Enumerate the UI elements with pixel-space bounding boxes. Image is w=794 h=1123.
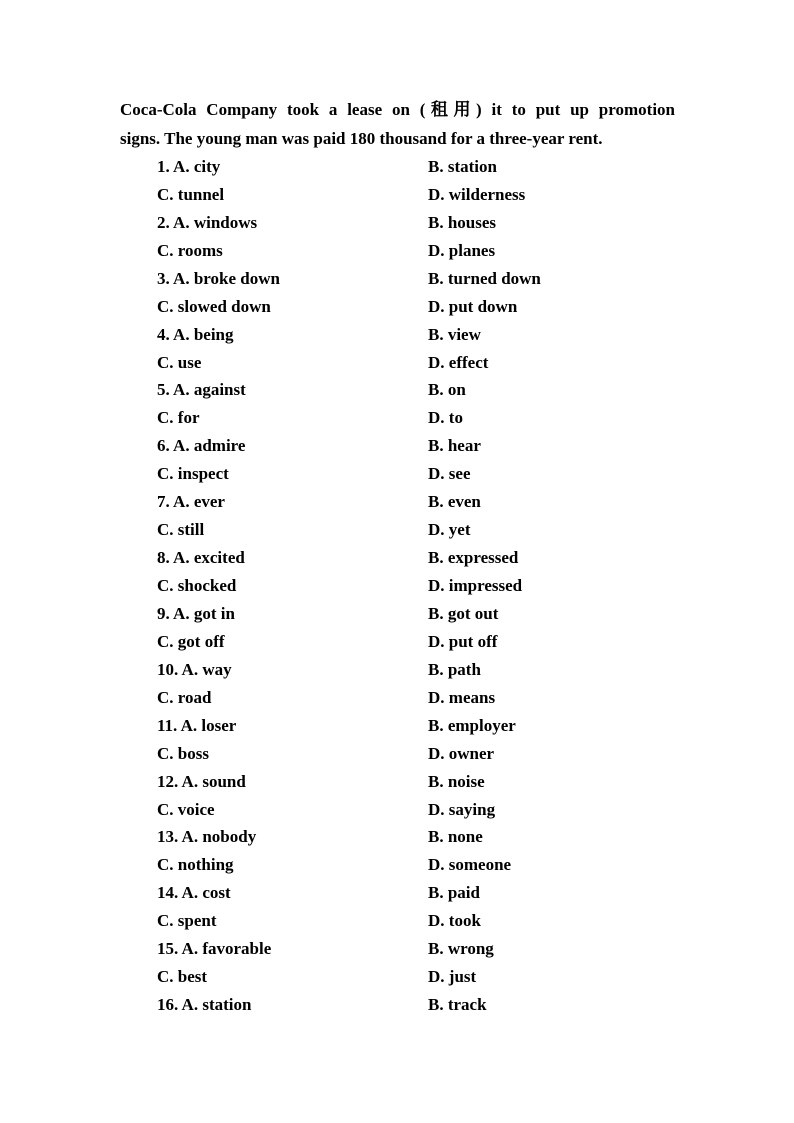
option-row xyxy=(157,796,677,824)
option-right: B. view xyxy=(428,324,481,344)
option-row xyxy=(157,544,677,572)
option-right: B. track xyxy=(428,995,487,1015)
option-right: D. someone xyxy=(428,855,512,875)
option-right: B. wrong xyxy=(428,939,494,959)
option-right: B. employer xyxy=(428,715,516,735)
option-left: C. use xyxy=(157,352,202,372)
option-right: B. on xyxy=(428,380,466,400)
option-right: D. took xyxy=(428,911,481,931)
option-row xyxy=(157,488,677,516)
option-row xyxy=(157,265,677,293)
option-left: C. for xyxy=(157,408,200,428)
option-row xyxy=(157,293,677,321)
option-left: 4. A. being xyxy=(157,324,234,344)
option-right: B. noise xyxy=(428,771,485,791)
option-right: B. turned down xyxy=(428,268,541,288)
option-left: 14. A. cost xyxy=(157,883,231,903)
option-row xyxy=(157,237,677,265)
option-row xyxy=(157,404,677,432)
option-row xyxy=(157,991,677,1019)
option-right: B. houses xyxy=(428,212,497,232)
option-row xyxy=(157,600,677,628)
option-left: 1. A. city xyxy=(157,156,221,176)
option-row xyxy=(157,768,677,796)
option-right: D. put off xyxy=(428,631,498,651)
option-left: 6. A. admire xyxy=(157,436,246,456)
option-left: 11. A. loser xyxy=(157,715,237,735)
option-left: C. best xyxy=(157,967,208,987)
option-left: C. got off xyxy=(157,631,225,651)
option-left: 3. A. broke down xyxy=(157,268,280,288)
option-row xyxy=(157,321,677,349)
option-left: 9. A. got in xyxy=(157,603,235,623)
option-row xyxy=(157,879,677,907)
intro-line-1: Coca-Cola Company took a lease on (租用) it to put up promotion xyxy=(120,100,675,119)
option-left: 15. A. favorable xyxy=(157,939,272,959)
option-left: C. tunnel xyxy=(157,184,225,204)
option-left: C. road xyxy=(157,687,212,707)
option-left: 16. A. station xyxy=(157,995,252,1015)
option-right: D. saying xyxy=(428,799,496,819)
option-left: 13. A. nobody xyxy=(157,827,257,847)
option-row xyxy=(157,153,677,181)
option-right: B. paid xyxy=(428,883,480,903)
option-left: C. boss xyxy=(157,743,209,763)
option-right: D. put down xyxy=(428,296,518,316)
option-right: B. hear xyxy=(428,436,481,456)
option-right: B. none xyxy=(428,827,483,847)
option-row xyxy=(157,628,677,656)
option-right: B. expressed xyxy=(428,548,519,568)
option-right: B. got out xyxy=(428,603,499,623)
option-left: 2. A. windows xyxy=(157,212,258,232)
option-row xyxy=(157,432,677,460)
option-right: B. station xyxy=(428,156,497,176)
option-left: 7. A. ever xyxy=(157,492,225,512)
option-row xyxy=(157,740,677,768)
option-right: D. owner xyxy=(428,743,495,763)
option-row xyxy=(157,851,677,879)
option-row xyxy=(157,824,677,852)
option-row xyxy=(157,516,677,544)
option-right: D. wilderness xyxy=(428,184,526,204)
option-right: D. yet xyxy=(428,520,471,540)
option-left: C. voice xyxy=(157,799,215,819)
option-left: C. slowed down xyxy=(157,296,271,316)
option-row xyxy=(157,712,677,740)
option-right: B. even xyxy=(428,492,481,512)
option-left: C. spent xyxy=(157,911,217,931)
option-row xyxy=(157,572,677,600)
option-left: C. still xyxy=(157,520,205,540)
option-right: D. see xyxy=(428,464,471,484)
option-row xyxy=(157,460,677,488)
option-left: 5. A. against xyxy=(157,380,246,400)
option-row xyxy=(157,963,677,991)
option-left: C. shocked xyxy=(157,576,237,596)
option-row xyxy=(157,181,677,209)
option-left: C. inspect xyxy=(157,464,229,484)
option-left: C. rooms xyxy=(157,240,223,260)
options-list xyxy=(157,153,677,1019)
option-right: D. effect xyxy=(428,352,489,372)
option-row xyxy=(157,349,677,377)
option-left: C. nothing xyxy=(157,855,234,875)
option-row xyxy=(157,209,677,237)
option-right: D. means xyxy=(428,687,496,707)
option-row xyxy=(157,684,677,712)
intro-line-2: signs. The young man was paid 180 thousand for a three-year rent. xyxy=(120,129,603,148)
option-right: D. impressed xyxy=(428,576,523,596)
option-row xyxy=(157,656,677,684)
option-right: D. to xyxy=(428,408,463,428)
option-right: B. path xyxy=(428,659,481,679)
option-left: 10. A. way xyxy=(157,659,232,679)
option-right: D. planes xyxy=(428,240,496,260)
option-right: D. just xyxy=(428,967,477,987)
intro-paragraph xyxy=(120,95,675,153)
option-row xyxy=(157,907,677,935)
option-left: 12. A. sound xyxy=(157,771,246,791)
option-row xyxy=(157,935,677,963)
option-left: 8. A. excited xyxy=(157,548,245,568)
option-row xyxy=(157,377,677,405)
